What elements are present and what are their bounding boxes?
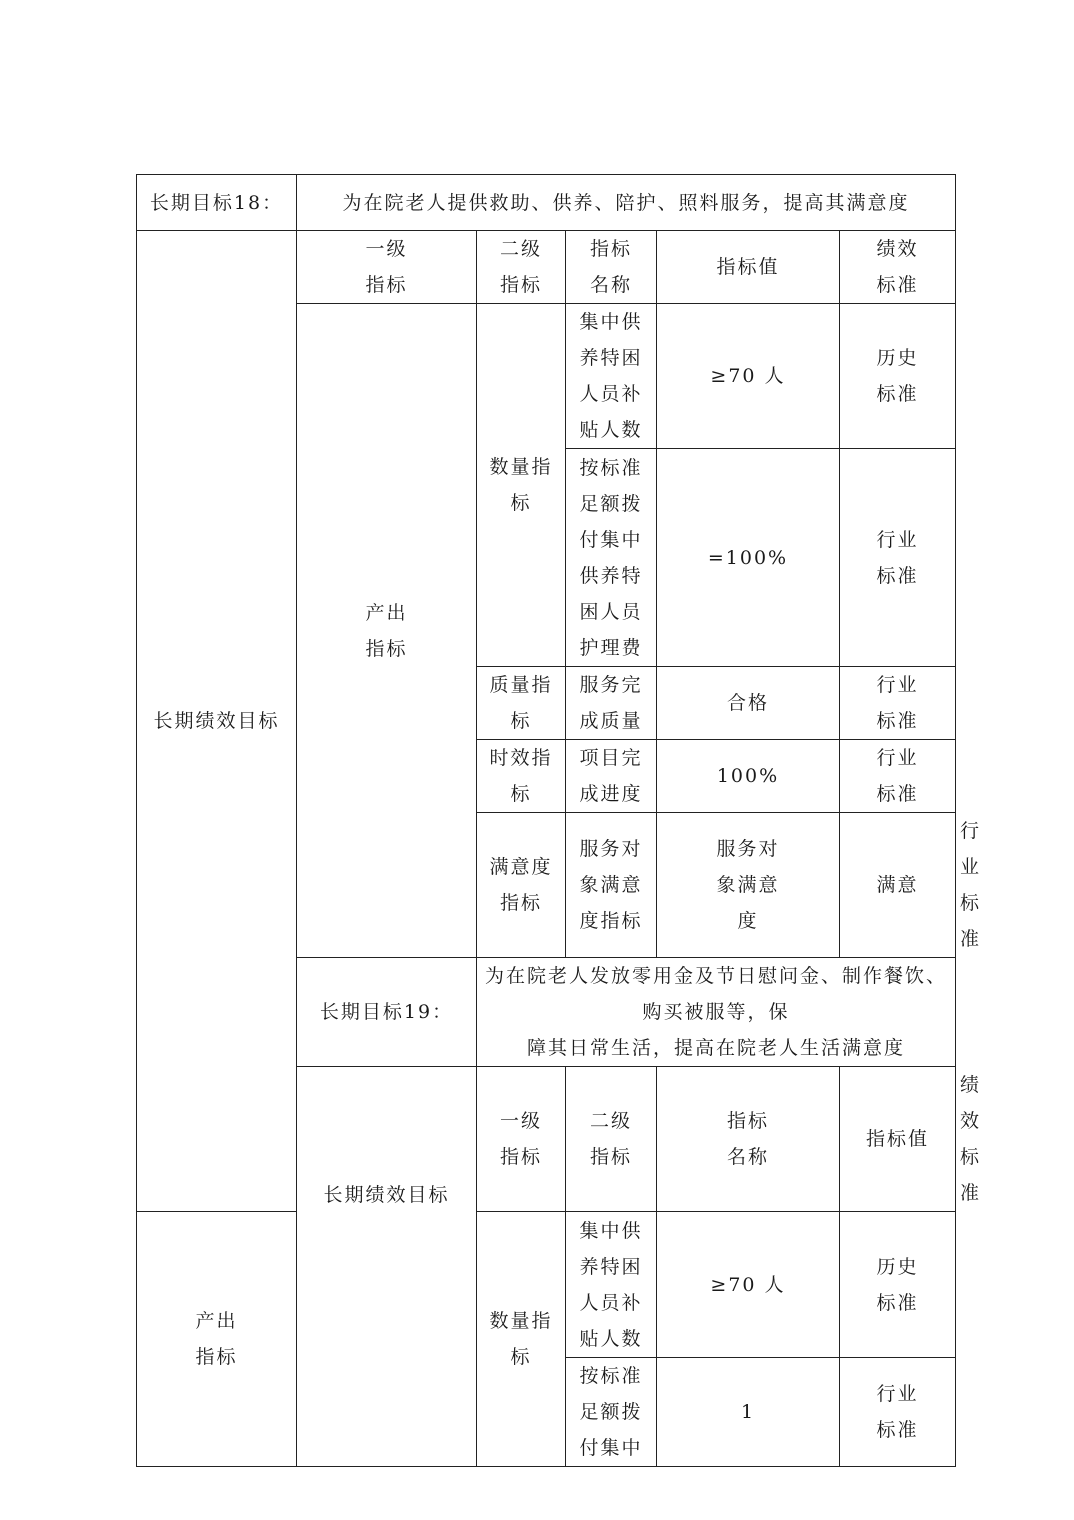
indicator-name: 项目完 成进度 <box>566 740 657 813</box>
indicator-standard: 行业 标准 <box>840 449 956 667</box>
indicator-value: 1 <box>657 1358 840 1467</box>
header-standard: 绩效 标准 <box>840 231 956 304</box>
indicator-name: 按标准 足额拨 付集中 <box>566 1358 657 1467</box>
goal-18-label: 长期目标18： <box>137 175 297 231</box>
header-level2: 二级 指标 <box>566 1067 657 1212</box>
indicator-name: 集中供 养特困 人员补 贴人数 <box>566 1212 657 1358</box>
indicator-value: =100% <box>657 449 840 667</box>
satisfaction-indicator-label: 满意度指标 <box>477 813 566 958</box>
indicator-value: 100% <box>657 740 840 813</box>
goal-19-text: 为在院老人发放零用金及节日慰问金、制作餐饮、购买被服等，保 障其日常生活，提高在院老人生活满意度 <box>477 958 956 1067</box>
indicator-name: 集中供 养特困 人员补 贴人数 <box>566 304 657 449</box>
quantity-indicator-label: 数量指 标 <box>477 1212 566 1467</box>
indicator-standard: 行业 标准 <box>840 740 956 813</box>
header-value: 指标值 <box>840 1067 956 1212</box>
header-name: 指标 名称 <box>566 231 657 304</box>
indicator-value: ≥70 人 <box>657 1212 840 1358</box>
indicator-name: 按标准 足额拨 付集中 供养特 困人员 护理费 <box>566 449 657 667</box>
indicator-standard: 行业 标准 <box>840 1358 956 1467</box>
section-label: 长期绩效目标 <box>137 231 297 1212</box>
section-label: 长期绩效目标 <box>297 1067 477 1467</box>
indicator-value: 合格 <box>657 667 840 740</box>
timeliness-indicator-label: 时效指 标 <box>477 740 566 813</box>
header-level1: 一级 指标 <box>477 1067 566 1212</box>
indicator-value: ≥70 人 <box>657 304 840 449</box>
header-level1: 一级 指标 <box>297 231 477 304</box>
indicator-standard: 历史 标准 <box>840 304 956 449</box>
quality-indicator-label: 质量指 标 <box>477 667 566 740</box>
goal-18-text: 为在院老人提供救助、供养、陪护、照料服务，提高其满意度 <box>297 175 956 231</box>
indicator-name: 服务对 象满意 度 <box>657 813 840 958</box>
indicator-standard: 行业 标准 <box>840 667 956 740</box>
header-level2: 二级 指标 <box>477 231 566 304</box>
goal-19-label: 长期目标19： <box>297 958 477 1067</box>
header-name: 指标 名称 <box>657 1067 840 1212</box>
indicator-standard: 历史 标准 <box>840 1212 956 1358</box>
performance-goals-table: 长期目标18： 为在院老人提供救助、供养、陪护、照料服务，提高其满意度 长期绩效目标 一级 指标 二级 指标 指标 名称 指标值 绩效 标准 产出 指标 数量指 标 集中供 养特困 人员补 贴人数 ≥70 人 历史 标准 按标准 足额拨 付集中 供养特 困人员 护理费 =100% 行业 标准 质量指 标 服务完 成质量 合格 行业 标准 时效指 标 项目完 成进度 100% 行业 标准 满意度指标 服务对 象满意 度指标 服务对 象满意 度 满意 行业 标准 长期目标19： 为在院老人发放零用金及节日慰问金、制作餐饮、购买被服等，保 障其日常生活，提高在院老人生活满意度 长期绩效目标 一级 指标 二级 指标 指标 名称 指标值 绩效 标准 产出 指标 数量指 标 集中供 养特困 人员补 贴人数 ≥70 人 历史 标准 按标准 足额拨 付集中 1 行业 标准 <box>136 174 956 1467</box>
output-indicator-label: 产出 指标 <box>137 1212 297 1467</box>
header-value: 指标值 <box>657 231 840 304</box>
indicator-name: 服务完 成质量 <box>566 667 657 740</box>
output-indicator-label: 产出 指标 <box>297 304 477 958</box>
quantity-indicator-label: 数量指 标 <box>477 304 566 667</box>
indicator-value: 满意 <box>840 813 956 958</box>
satisfaction-sub-label: 服务对 象满意 度指标 <box>566 813 657 958</box>
